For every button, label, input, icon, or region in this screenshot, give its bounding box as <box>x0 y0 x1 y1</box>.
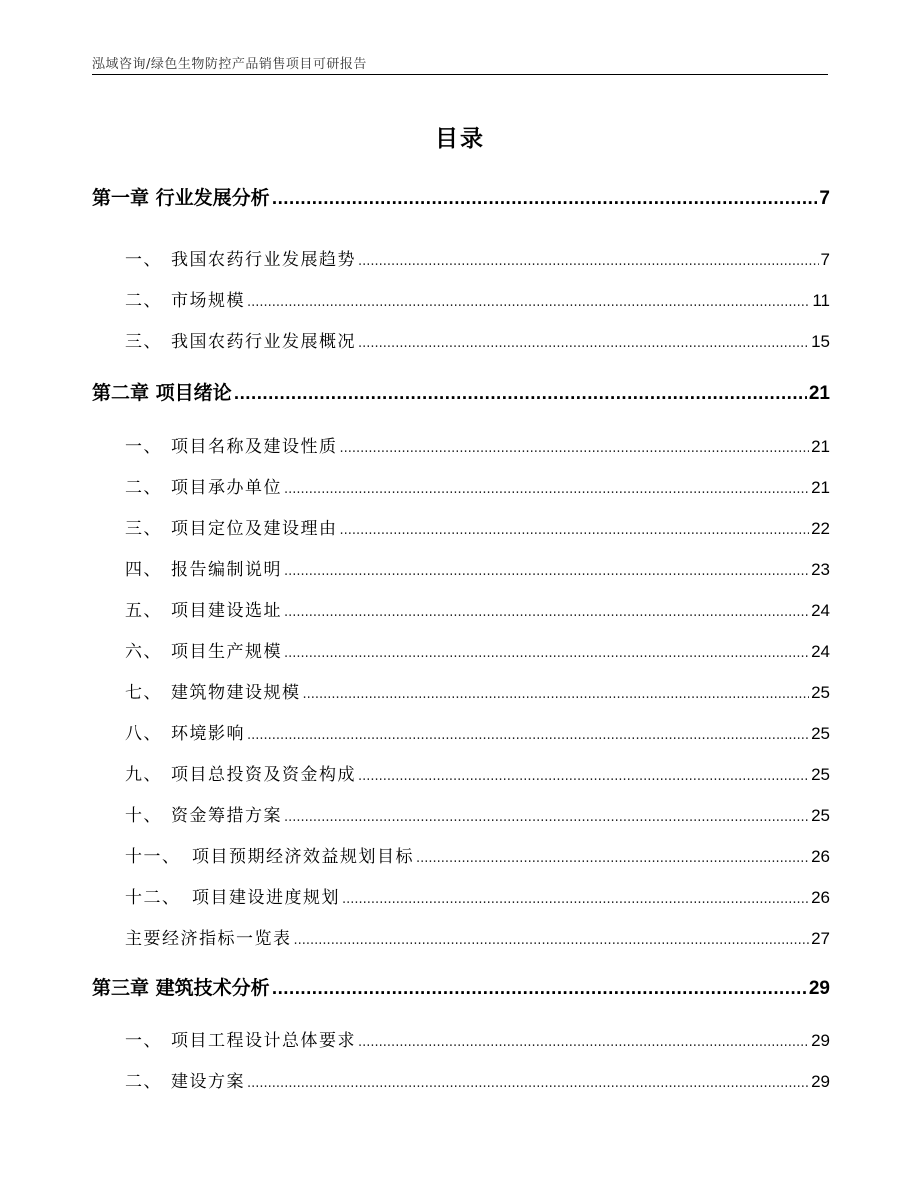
section-number: 三、 <box>125 332 162 352</box>
toc-entry-label <box>125 327 356 352</box>
section-number: 七、 <box>125 683 162 703</box>
section-number: 十一、 <box>125 847 181 867</box>
toc-section[interactable] <box>125 801 830 826</box>
section-number: 二、 <box>125 291 162 311</box>
page-number: 29 <box>811 1072 830 1091</box>
toc-entry-label <box>125 760 356 785</box>
section-title: 市场规模 <box>171 291 245 311</box>
section-number: 十、 <box>125 806 162 826</box>
page-number: 22 <box>811 519 830 538</box>
toc-section[interactable] <box>125 883 830 908</box>
toc-section[interactable] <box>125 1067 830 1092</box>
section-number: 二、 <box>125 478 162 498</box>
page-number: 26 <box>811 847 830 866</box>
page-number: 21 <box>811 437 830 456</box>
page-number: 24 <box>811 601 830 620</box>
toc-entry-label <box>125 801 282 826</box>
toc-section[interactable] <box>125 719 830 744</box>
header-rule <box>92 74 828 75</box>
section-number: 六、 <box>125 642 162 662</box>
toc-entry-label <box>125 555 282 580</box>
section-number: 三、 <box>125 519 162 539</box>
section-title: 报告编制说明 <box>171 560 282 580</box>
toc-entry-label <box>125 883 340 908</box>
toc-entry-label <box>125 637 282 662</box>
toc-chapter-2[interactable] <box>92 378 830 405</box>
toc-section[interactable] <box>125 432 830 457</box>
dot-leader <box>340 437 810 457</box>
dot-leader <box>294 929 810 949</box>
toc-entry-label <box>125 473 282 498</box>
toc-section[interactable] <box>125 473 830 498</box>
chapter-title: 项目绪论 <box>155 382 232 404</box>
toc-section[interactable] <box>125 514 830 539</box>
chapter-number: 第一章 <box>92 187 150 209</box>
dot-leader <box>340 519 810 539</box>
dot-leader <box>358 332 809 352</box>
toc-section[interactable] <box>125 245 830 270</box>
page-number: 7 <box>819 188 830 209</box>
toc-chapter-1[interactable] <box>92 183 830 210</box>
dot-leader <box>247 1072 809 1092</box>
toc-section[interactable] <box>125 637 830 662</box>
toc-entry-label <box>125 245 356 270</box>
toc-entry-label <box>92 183 270 210</box>
section-title: 项目名称及建设性质 <box>171 437 338 457</box>
page-number: 25 <box>811 765 830 784</box>
section-number: 一、 <box>125 1031 162 1051</box>
dot-leader <box>358 1031 809 1051</box>
dot-leader <box>284 560 809 580</box>
section-title: 项目定位及建设理由 <box>171 519 338 539</box>
running-header: 泓域咨询/绿色生物防控产品销售项目可研报告 <box>92 57 367 72</box>
section-number: 五、 <box>125 601 162 621</box>
section-title: 项目工程设计总体要求 <box>171 1031 356 1051</box>
page-number: 24 <box>811 642 830 661</box>
toc-entry-label <box>125 596 282 621</box>
toc-entry-label <box>125 514 338 539</box>
dot-leader <box>303 683 810 703</box>
toc-entry-label <box>125 1026 356 1051</box>
section-title: 我国农药行业发展趋势 <box>171 250 356 270</box>
toc-entry-label <box>125 924 292 949</box>
chapter-number: 第二章 <box>92 382 150 404</box>
dot-leader <box>284 601 809 621</box>
dot-leader <box>358 250 819 270</box>
section-title: 环境影响 <box>171 724 245 744</box>
page-number: 25 <box>811 806 830 825</box>
toc-entry-label <box>125 1067 245 1092</box>
section-title: 项目承办单位 <box>171 478 282 498</box>
toc-section[interactable] <box>125 760 830 785</box>
chapter-number: 第三章 <box>92 977 150 999</box>
dot-leader <box>342 888 809 908</box>
toc-section[interactable] <box>125 555 830 580</box>
page-number: 29 <box>808 978 830 999</box>
section-title: 我国农药行业发展概况 <box>171 332 356 352</box>
section-title: 项目生产规模 <box>171 642 282 662</box>
dot-leader <box>416 847 809 867</box>
dot-leader <box>284 478 809 498</box>
toc-section[interactable] <box>125 924 830 949</box>
section-title: 项目总投资及资金构成 <box>171 765 356 785</box>
dot-leader <box>358 765 809 785</box>
toc-section[interactable] <box>125 327 830 352</box>
section-number: 四、 <box>125 560 162 580</box>
section-title: 建设方案 <box>171 1072 245 1092</box>
dot-leader <box>247 291 810 311</box>
section-title: 资金筹措方案 <box>171 806 282 826</box>
toc-entry-label <box>125 719 245 744</box>
dot-leader <box>272 187 818 209</box>
dot-leader <box>234 382 807 404</box>
toc-entry-label <box>92 973 270 1000</box>
page-number: 27 <box>811 929 830 948</box>
section-title: 建筑物建设规模 <box>171 683 301 703</box>
section-number: 九、 <box>125 765 162 785</box>
toc-section[interactable] <box>125 842 830 867</box>
page-number: 7 <box>820 250 830 269</box>
toc-entry-label <box>125 842 414 867</box>
section-number: 十二、 <box>125 888 181 908</box>
toc-chapter-3[interactable] <box>92 973 830 1000</box>
toc-section[interactable] <box>125 678 830 703</box>
page-number: 23 <box>811 560 830 579</box>
section-title: 项目预期经济效益规划目标 <box>192 847 414 867</box>
page-number: 25 <box>811 683 830 702</box>
dot-leader <box>272 977 807 999</box>
toc-section[interactable] <box>125 1026 830 1051</box>
toc-section[interactable] <box>125 596 830 621</box>
chapter-title: 行业发展分析 <box>155 187 270 209</box>
page-number: 21 <box>808 383 830 404</box>
section-number: 二、 <box>125 1072 162 1092</box>
section-title: 项目建设进度规划 <box>192 888 340 908</box>
page-number: 11 <box>812 291 830 310</box>
toc-entry-label <box>125 678 301 703</box>
toc-entry-label <box>125 432 338 457</box>
toc-entry-label <box>92 378 232 405</box>
dot-leader <box>284 806 809 826</box>
section-number: 一、 <box>125 437 162 457</box>
page-number: 15 <box>811 332 830 351</box>
toc-section[interactable] <box>125 286 830 311</box>
section-title: 主要经济指标一览表 <box>125 929 292 949</box>
chapter-title: 建筑技术分析 <box>155 977 270 999</box>
page-number: 29 <box>811 1031 830 1050</box>
dot-leader <box>247 724 809 744</box>
page-number: 21 <box>811 478 830 497</box>
page-number: 26 <box>811 888 830 907</box>
toc-entry-label <box>125 286 245 311</box>
section-title: 项目建设选址 <box>171 601 282 621</box>
section-number: 八、 <box>125 724 162 744</box>
section-number: 一、 <box>125 250 162 270</box>
dot-leader <box>284 642 809 662</box>
toc-title: 目录 <box>435 126 485 152</box>
page-number: 25 <box>811 724 830 743</box>
